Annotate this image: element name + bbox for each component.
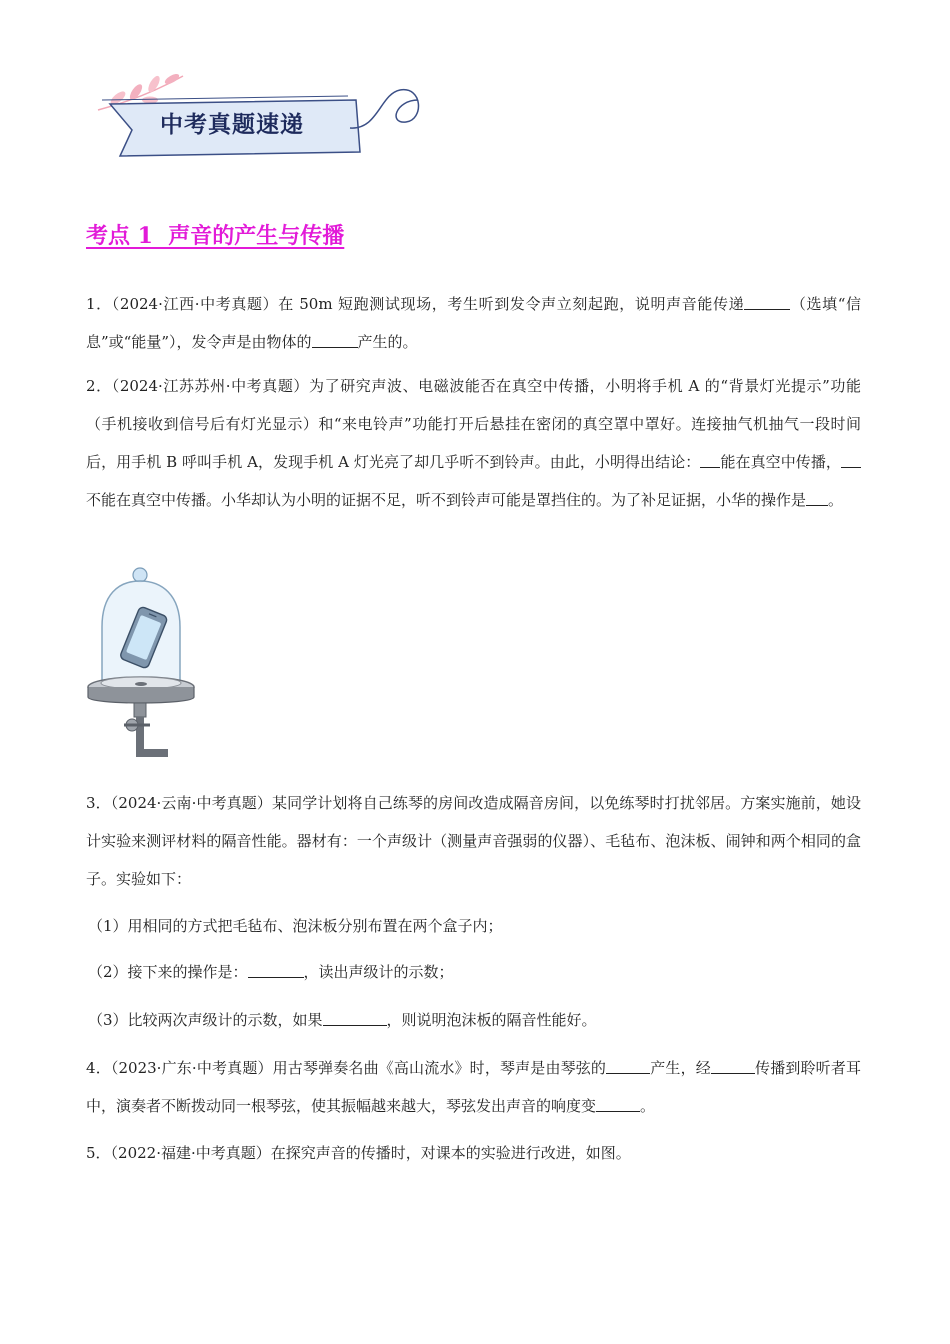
- question-2: [86, 367, 861, 519]
- answer-blank[interactable]: [841, 453, 861, 468]
- answer-blank[interactable]: [700, 453, 720, 468]
- q4-text-d: 。: [640, 1097, 656, 1115]
- q3-step-3-text-b: ，则说明泡沫板的隔音性能好。: [386, 1011, 597, 1029]
- answer-blank[interactable]: [606, 1059, 650, 1074]
- q4-text-c: 传播到聆听者耳中，演奏者不断拨动同一根琴弦，使其振幅越来越大，琴弦发出声音的响度变: [86, 1059, 861, 1115]
- q4-text-a: 4．（2023·广东·中考真题）用古琴弹奏名曲《高山流水》时，琴声是由琴弦的: [86, 1059, 607, 1077]
- q5-text: 5．（2022·福建·中考真题）在探究声音的传播时，对课本的实验进行改进，如图。: [86, 1144, 631, 1162]
- q1-text-b: （选填“信息”或“能量”），发令声是由物体的: [86, 295, 861, 351]
- q3-step-3-text-a: （3）比较两次声级计的示数，如果: [88, 1011, 323, 1029]
- q1-text-a: 1．（2024·江西·中考真题）在 50m 短跑测试现场，考生听到发令声立刻起跑，说明声音能传递: [86, 295, 745, 313]
- answer-blank[interactable]: [248, 963, 304, 978]
- q3-step-2: [88, 962, 454, 982]
- answer-blank[interactable]: [711, 1059, 755, 1074]
- question-4: [86, 1049, 861, 1125]
- section-heading: 考点 1 声音的产生与传播: [86, 223, 345, 249]
- question-1: [86, 285, 861, 361]
- q3-step-2-text-a: （2）接下来的操作是：: [88, 963, 248, 981]
- answer-blank[interactable]: [806, 491, 828, 506]
- answer-blank[interactable]: [323, 1011, 387, 1026]
- q3-step-3: [88, 1010, 597, 1030]
- answer-blank[interactable]: [596, 1097, 640, 1112]
- q2-text-b: 能在真空中传播，: [720, 453, 841, 471]
- q4-text-b: 产生，经: [650, 1059, 711, 1077]
- banner-title: 中考真题速递: [160, 112, 304, 138]
- question-3: [86, 784, 861, 898]
- q1-text-c: 产生的。: [357, 333, 418, 351]
- answer-blank[interactable]: [744, 295, 790, 310]
- q3-step-2-text-b: ，读出声级计的示数；: [303, 963, 454, 981]
- q2-text-d: 。: [828, 491, 844, 509]
- q2-text-a: 2．（2024·江苏苏州·中考真题）为了研究声波、电磁波能否在真空中传播，小明将手机 A 的“背景灯光提示”功能（手机接收到信号后有灯光显示）和“来电铃声”功能打开后悬挂在密闭的真空罩中罩好。连接抽气机抽气一段时间后，用手机 B 呼叫手机 A，发现手机 A 灯光亮了却几乎听不到铃声。由此，小明得出结论：: [86, 377, 861, 471]
- q2-text-c: 不能在真空中传播。小华却认为小明的证据不足，听不到铃声可能是罩挡住的。为了补足证据，小华的操作是: [86, 491, 807, 509]
- q3-step-1: （1）用相同的方式把毛毡布、泡沫板分别布置在两个盒子内；: [88, 917, 503, 935]
- answer-blank[interactable]: [312, 333, 358, 348]
- bell-jar-phone-illustration: [84, 565, 204, 765]
- question-5: [86, 1134, 861, 1172]
- q3-text-a: 3．（2024·云南·中考真题）某同学计划将自己练琴的房间改造成隔音房间，以免练琴时打扰邻居。方案实施前，她设计实验来测评材料的隔音性能。器材有：一个声级计（测量声音强弱的仪器）、毛毡布、泡沫板、闹钟和两个相同的盒子。实验如下：: [86, 794, 861, 888]
